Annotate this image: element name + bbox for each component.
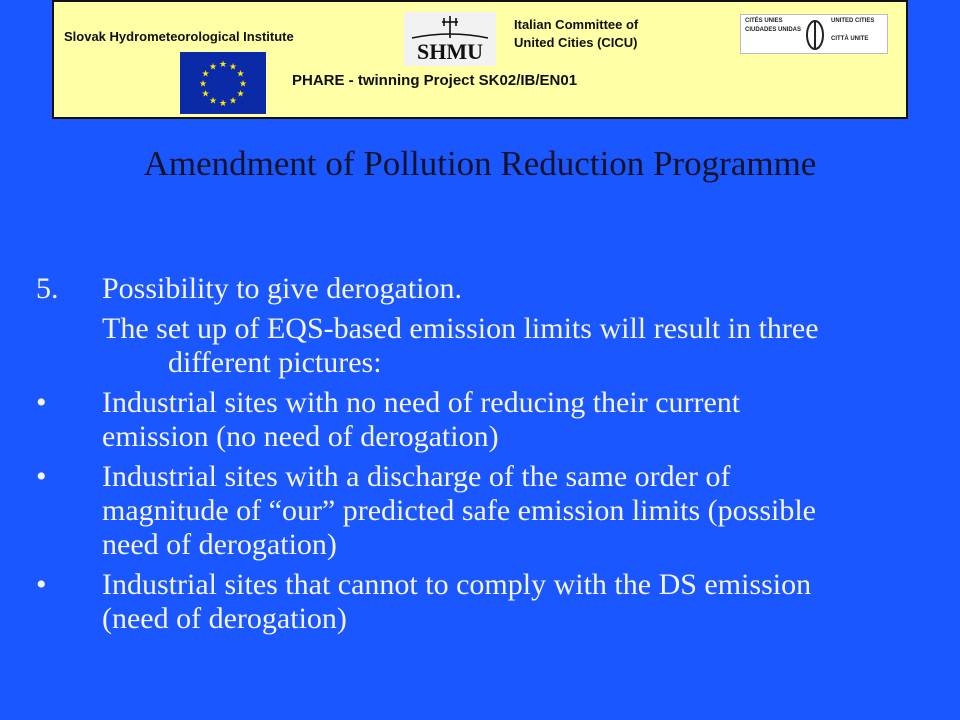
svg-text:★: ★ — [218, 99, 228, 109]
svg-text:★: ★ — [228, 96, 238, 107]
svg-text:★: ★ — [228, 62, 238, 73]
cicu-name-line2: United Cities (CICU) — [514, 35, 638, 50]
svg-text:★: ★ — [201, 89, 210, 100]
bullet-glyph: • — [36, 460, 47, 493]
cicu-name-line1: Italian Committee of — [514, 17, 639, 32]
numbered-item — [36, 272, 836, 306]
bullet-glyph: • — [36, 386, 47, 419]
svg-text:★: ★ — [201, 69, 210, 80]
svg-text:★: ★ — [208, 62, 218, 73]
bullet-item — [36, 460, 836, 562]
eu-flag-icon — [180, 52, 266, 114]
slide-title: Amendment of Pollution Reduction Programme — [143, 144, 817, 183]
bullet-text: Industrial sites that cannot to comply with the DS emission (need of derogation) — [102, 568, 812, 635]
bullet-glyph: • — [36, 568, 47, 601]
svg-text:★: ★ — [208, 96, 218, 107]
intro-paragraph: The set up of EQS-based emission limits will result in three different pictures: — [102, 312, 819, 379]
bullet-item — [36, 386, 836, 454]
item-number: 5. — [36, 272, 59, 305]
bullet-item — [36, 568, 836, 636]
slide-body — [36, 272, 836, 636]
shmu-logo — [404, 12, 496, 66]
svg-text:★: ★ — [236, 69, 245, 80]
svg-text:★: ★ — [218, 60, 228, 70]
svg-text:★: ★ — [236, 89, 245, 100]
header-banner — [52, 0, 908, 119]
bullet-text: Industrial sites with no need of reducing their current emission (no need of derogation) — [102, 386, 741, 453]
institute-name: Slovak Hydrometeorological Institute — [64, 29, 294, 44]
svg-text:★: ★ — [198, 79, 208, 90]
bullet-text: Industrial sites with a discharge of the same order of magnitude of “our” predicted safe emission limits (possible need of derogation) — [102, 460, 816, 561]
project-label: PHARE - twinning Project SK02/IB/EN01 — [292, 72, 578, 89]
item-text: Possibility to give derogation. — [102, 272, 462, 305]
svg-text:SHMU: SHMU — [417, 39, 483, 64]
cicu-logo: CITÉS UNIES CIUDADES UNIDAS UNITED CITIES CITTÀ UNITE — [740, 14, 888, 54]
svg-text:★: ★ — [238, 79, 248, 90]
